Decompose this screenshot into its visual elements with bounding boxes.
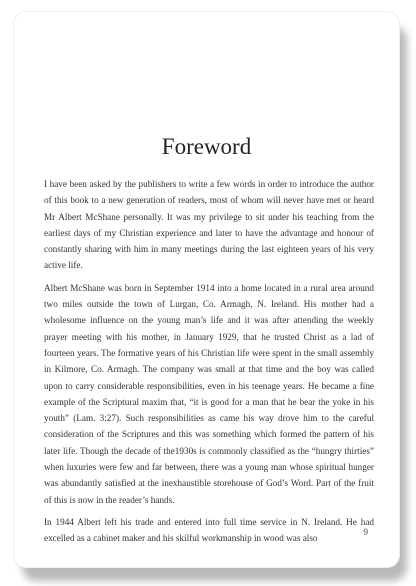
paragraph-1: I have been asked by the publishers to write a few words in order to introduce the author of this book to a new generation of readers, most of whom will never have met or heard Mr Albert McShane personally. It was my privilege to sit under his teaching from the earliest days of my Christian experience and later to have the advantage and honour of constantly sharing with him in many meetings during the last eighteen years of his very active life. [44,179,374,271]
paragraph-2: Albert McShane was born in September 1914 into a home located in a rural area around two miles outside the town of Lurgan, Co. Armagh, N. Ireland. His mother had a wholesome influence on the young man’s life and it was after attending the weekly prayer meeting with his mother, in January 1929, that he trusted Christ as a lad of fourteen years. The formative years of his Christian life were spent in the small assembly in Kilmore, Co. Armagh. The company was small at that time and the boy was called upon to carry considerable responsibilities, even in his teenage years. He became a fine example of the Scriptural maxim that, “it is good for a man that he bear the yoke in his youth” (Lam. 3:27). Such responsibilities as came his way drove him to the careful consideration of the Scriptures and this was something which formed the pattern of his later life. Though the decade of the1930s is commonly classified as the “hungry thirties” when luxuries were few and far between, there was a young man whose spiritual hunger was abundantly satisfied at the inexhaustible storehouse of God’s Word. Part of the fruit of this is now in the reader’s hands. [44,282,374,505]
book-page [14,12,399,567]
page-title: Foreword [161,134,252,159]
body-text [44,176,374,553]
page-number: 9 [363,527,368,537]
paragraph-3: In 1944 Albert left his trade and entered into full time service in N. Ireland. He had excelled as a cabinet maker and his skilful workmanship in wood was also [44,516,374,544]
